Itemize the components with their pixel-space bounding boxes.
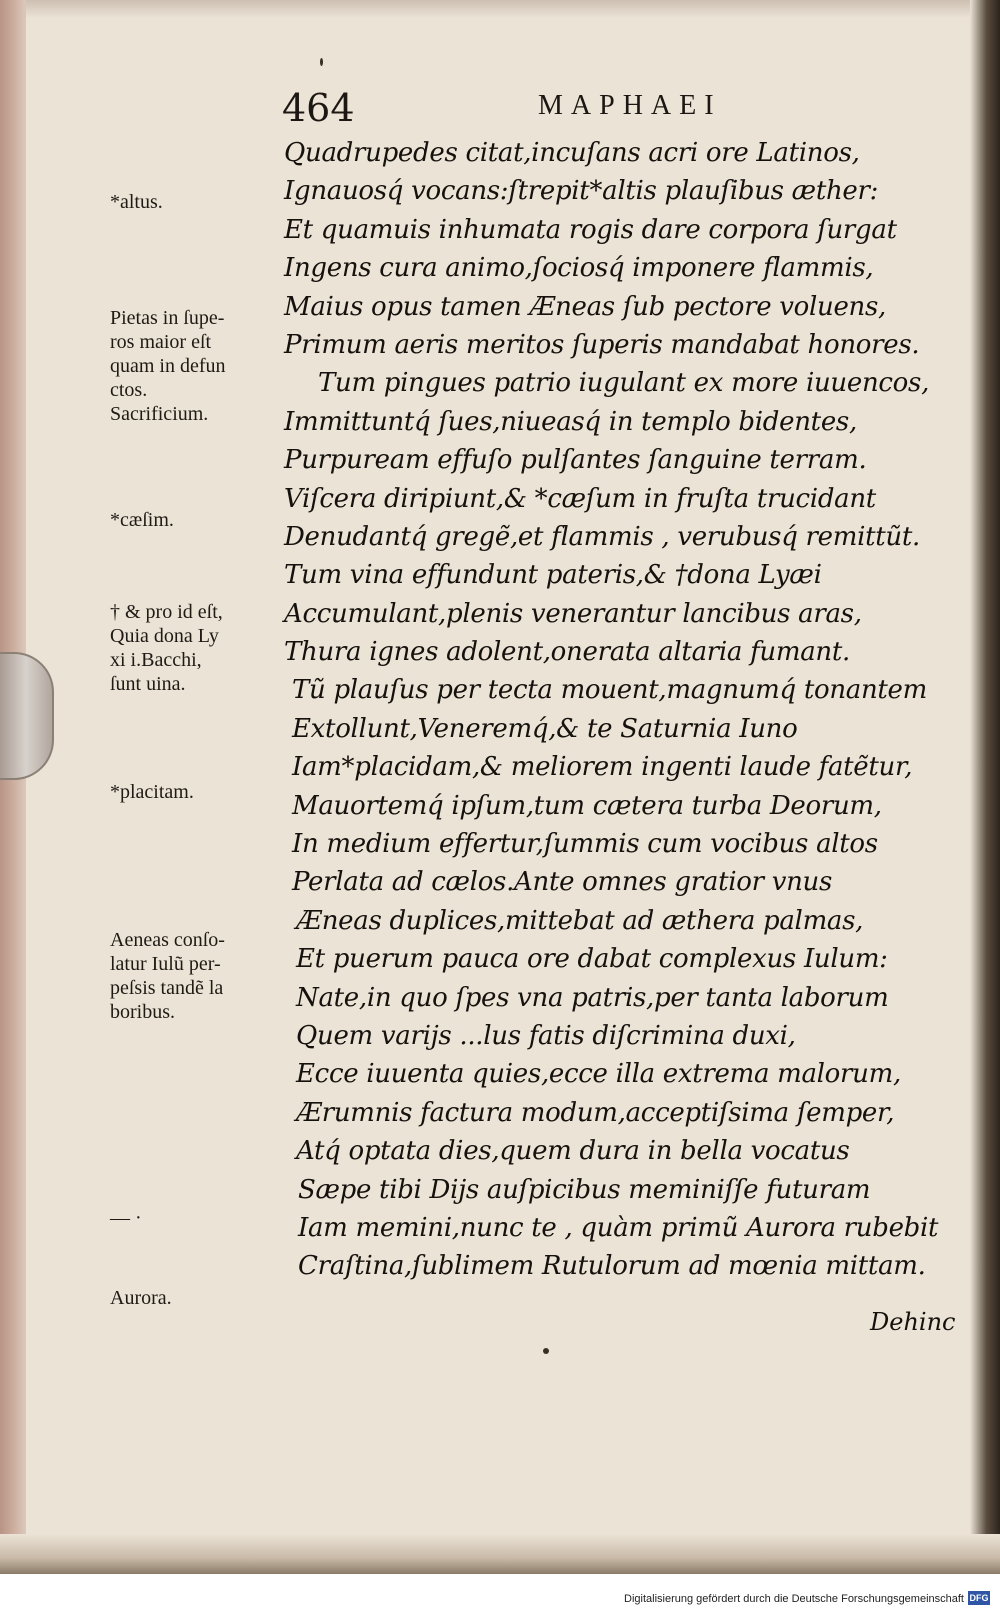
verse-line: Quadrupedes citat,incuſans acri ore Latinos,	[284, 138, 860, 168]
page-header	[282, 86, 942, 136]
verse-line: Mauortemq́ ipſum,tum cætera turba Deorum,	[292, 790, 882, 821]
margin-note-dash: — ·	[110, 1207, 142, 1229]
verse-line: Et puerum pauca ore dabat complexus Iulum:	[296, 944, 888, 975]
verse-line: Accumulant,plenis venerantur lancibus aras,	[284, 598, 862, 629]
page-edge-bottom	[0, 1534, 1000, 1574]
verse-line: Atq́ optata dies,quem dura in bella vocatus	[296, 1136, 850, 1167]
verse-line: In medium effertur,ſummis cum vocibus altos	[292, 829, 878, 860]
margin-note-pietas: Pietas in ſupe- ros maior eſt quam in defun ctos. Sacrificium.	[110, 307, 226, 425]
verse-line: Ærumnis factura modum,acceptiſsima ſemper,	[296, 1097, 895, 1128]
margin-note-aeneas: Aeneas conſo- latur Iulũ per- peſsis tandẽ la boribus.	[110, 929, 225, 1023]
page-number: 464	[282, 86, 355, 130]
verse-line: Tum vina effundunt pateris,& †dona Lyæi	[284, 560, 822, 591]
verse-line: Thura ignes adolent,onerata altaria fumant.	[284, 637, 850, 668]
verse-line: Ingens cura animo,ſociosq́ imponere flammis,	[284, 253, 874, 284]
page-edge-left	[0, 0, 26, 1574]
dfg-logo-icon: DFG	[969, 1593, 989, 1603]
page-edge-right	[970, 0, 1000, 1574]
margin-note-aurora: Aurora.	[110, 1287, 172, 1309]
verse-line: Et quamuis inhumata rogis dare corpora ſurgat	[284, 214, 897, 245]
verse-line: Craſtina,ſublimem Rutulorum ad mœnia mittam.	[298, 1251, 926, 1282]
verse-line: Sæpe tibi Dijs auſpicibus meminiſſe futuram	[298, 1174, 871, 1205]
verse-line: Immittuntq́ ſues,niueasq́ in templo bidentes,	[284, 406, 857, 437]
margin-note-altus: *altus.	[110, 191, 163, 213]
footer-credit: Digitalisierung gefördert durch die Deutsche Forschungsgemeinschaft	[624, 1593, 964, 1605]
verse-line: Tũ plauſus per tecta mouent,magnumq́ tonantem	[292, 675, 927, 706]
verse-line: Purpuream effuſo pulſantes ſanguine terram.	[284, 445, 867, 476]
verse-line: Iam*placidam,& meliorem ingenti laude fatẽtur,	[292, 752, 913, 783]
catchword: Dehinc	[870, 1308, 956, 1336]
verse-text	[284, 134, 974, 1286]
verse-line: Ecce iuuenta quies,ecce illa extrema malorum,	[296, 1059, 901, 1090]
verse-line: Quem varijs ...lus fatis diſcrimina duxi,	[296, 1020, 796, 1051]
verse-line: Ignauosq́ vocans:ſtrepit*altis plauſibus æther:	[284, 176, 879, 207]
ink-speck	[543, 1348, 549, 1354]
verse-line: Perlata ad cælos.Ante omnes gratior vnus	[292, 867, 833, 898]
margin-note-dona-lyaei: † & pro id eſt, Quia dona Ly xi i.Bacchi, ſunt uina.	[110, 601, 223, 695]
verse-line: Nate,in quo ſpes vna patris,per tanta laborum	[296, 982, 889, 1013]
margin-note-caesim: *cæſim.	[110, 509, 174, 531]
running-head: MAPHAEI	[538, 90, 722, 121]
ink-speck	[320, 58, 323, 66]
verse-line: Viſcera diripiunt,& *cæſum in fruſta trucidant	[284, 483, 876, 514]
verse-line: Extollunt,Veneremq́,& te Saturnia Iuno	[292, 713, 798, 744]
verse-line: Primum aeris meritos ſuperis mandabat honores.	[284, 329, 920, 360]
margin-note-placitam: *placitam.	[110, 781, 194, 803]
verse-line: Denudantq́ gregẽ,et flammis , verubusq́ remittũt.	[284, 521, 920, 552]
verse-line: Tum pingues patrio iugulant ex more iuuencos,	[318, 368, 930, 399]
verse-line: Maius opus tamen Æneas ſub pectore voluens,	[284, 291, 886, 322]
verse-line: Æneas duplices,mittebat ad æthera palmas,	[296, 905, 864, 936]
book-clasp	[0, 652, 54, 780]
verse-line: Iam memini,nunc te , quàm primũ Aurora rubebit	[298, 1212, 939, 1243]
page-edge-top	[0, 0, 1000, 18]
